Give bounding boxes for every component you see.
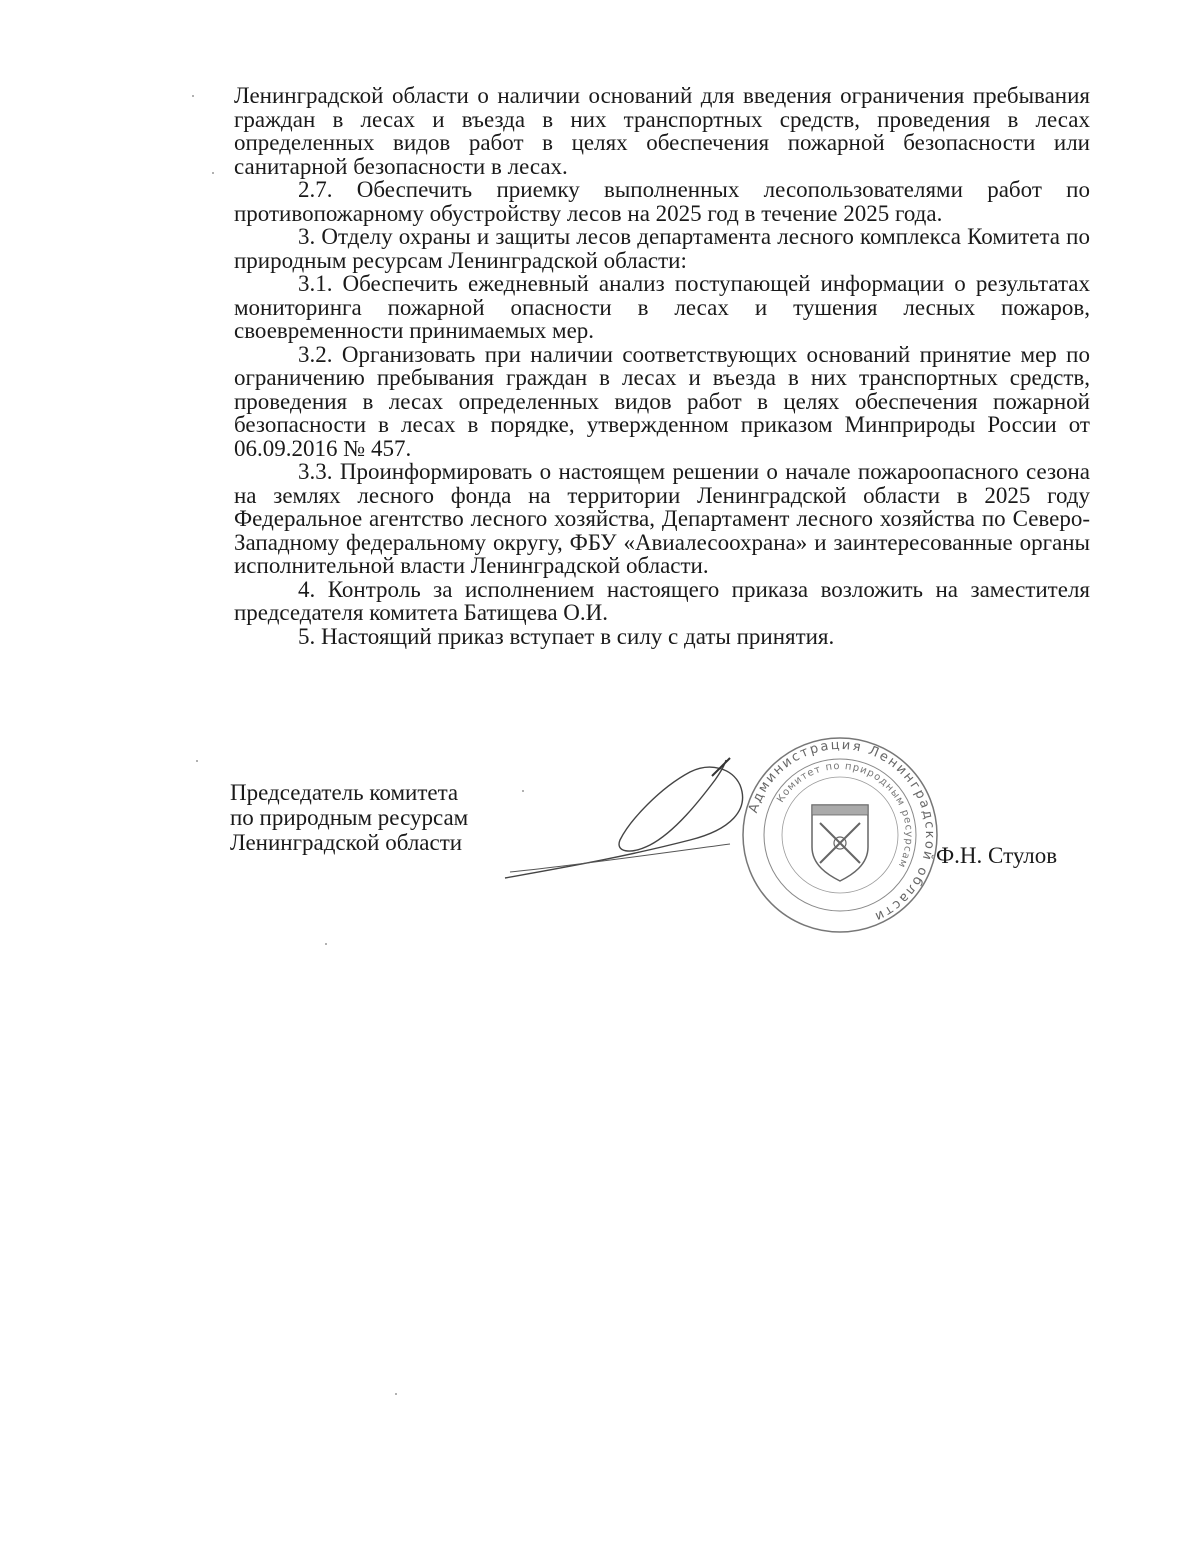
stamp-inner-text: Комитет по природным ресурсам <box>775 760 915 870</box>
signer-title-line: Ленинградской области <box>230 830 463 855</box>
signer-title-line: по природным ресурсам <box>230 805 469 830</box>
handwritten-signature <box>500 740 760 890</box>
paragraph-5: 5. Настоящий приказ вступает в силу с даты принятия. <box>298 623 835 649</box>
stamp-outer-text: Администрация Ленинградской области <box>746 737 938 925</box>
signer-title <box>230 780 510 855</box>
document-body <box>234 84 1090 648</box>
signer-name: Ф.Н. Стулов <box>936 843 1058 868</box>
paragraph-3-3: 3.3. Проинформировать о настоящем решении о начале пожароопасного сезона на землях лесного фонда на территории Ленинградской области в 2025 году Федеральное агентство лесного хозяйства, Департамент лесного хозяйства по Северо-Западному федеральному округу, ФБУ «Авиалесоохрана» и заинтересованные органы исполнительной власти Ленинградской области. <box>234 459 1090 578</box>
paragraph-3-1: 3.1. Обеспечить ежедневный анализ поступающей информации о результатах мониторинга пожарной опасности в лесах и тушения лесных пожаров, своевременности принимаемых мер. <box>234 271 1090 343</box>
scan-speck <box>212 172 214 174</box>
scan-speck <box>395 1393 397 1395</box>
paragraph-3-2: 3.2. Организовать при наличии соответствующих оснований принятие мер по ограничению пребывания граждан в лесах и въезда в них транспортных средств, проведения в лесах определенных видов работ в целях обеспечения пожарной безопасности в лесах в порядке, утвержденном приказом Минприроды России от 06.09.2016 № 457. <box>234 341 1090 461</box>
scan-speck <box>192 95 194 97</box>
signer-title-line: Председатель комитета <box>230 780 459 805</box>
paragraph-4: 4. Контроль за исполнением настоящего приказа возложить на заместителя председателя комитета Батищева О.И. <box>234 576 1090 625</box>
scan-speck <box>196 760 198 762</box>
scan-speck <box>522 790 524 792</box>
scan-speck <box>325 943 327 945</box>
coat-of-arms-icon <box>812 805 868 881</box>
paragraph-continuation: Ленинградской области о наличии оснований для введения ограничения пребывания граждан в лесах и въезда в них транспортных средств, проведения в лесах определенных видов работ в целях обеспечения пожарной безопасности или санитарной безопасности в лесах. <box>234 83 1090 179</box>
paragraph-3: 3. Отделу охраны и защиты лесов департамента лесного комплекса Комитета по природным ресурсам Ленинградской области: <box>234 224 1090 273</box>
paragraph-2-7: 2.7. Обеспечить приемку выполненных лесопользователями работ по противопожарному обустройству лесов на 2025 год в течение 2025 года. <box>234 177 1090 226</box>
official-stamp <box>740 735 940 935</box>
